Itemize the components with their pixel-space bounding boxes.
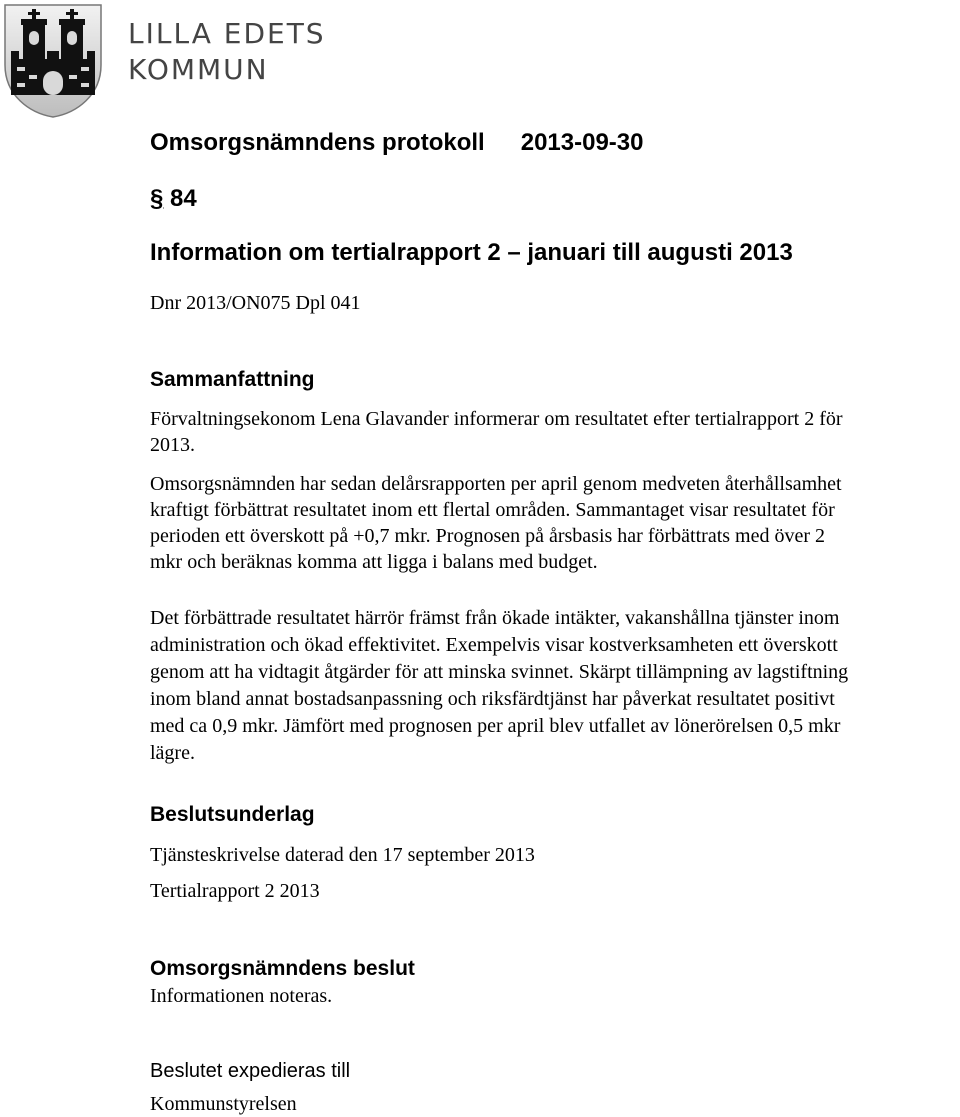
text-line: kraftigt förbättrat resultatet inom ett flertal områden. Sammantaget visar resultatet för — [150, 499, 835, 521]
dispatch-heading: Beslutet expedieras till — [150, 1060, 351, 1082]
text-line: administration och ökad effektivitet. Exempelvis visar kostverksamheten ett överskott — [150, 634, 838, 656]
text-line: inom bland annat bostadsanpassning och riksfärdtjänst har påverkat resultatet positivt — [150, 688, 835, 710]
document-title: Information om tertialrapport 2 – januari till augusti 2013 — [150, 239, 793, 266]
basis-item-2: Tertialrapport 2 2013 — [150, 880, 320, 902]
protocol-date: 2013-09-30 — [520, 129, 644, 156]
text-line: mkr och beräknas komma att ligga i balans med budget. — [150, 551, 598, 573]
summary-paragraph-3 — [150, 605, 848, 767]
text-line: Förvaltningsekonom Lena Glavander informerar om resultatet efter tertialrapport 2 för — [150, 408, 843, 430]
summary-paragraph-2 — [150, 471, 842, 575]
org-line-2: KOMMUN — [128, 53, 269, 86]
text-line: genom att ha vidtagit åtgärder för att minska svinnet. Skärpt tillämpning av lagstiftning — [150, 661, 849, 683]
text-line: 2013. — [150, 434, 195, 456]
summary-heading: Sammanfattning — [150, 368, 315, 391]
text-line: med ca 0,9 mkr. Jämfört med prognosen per april blev utfallet av lönerörelsen 0,5 mkr — [150, 715, 841, 737]
decision-text: Informationen noteras. — [150, 985, 333, 1007]
diary-number: Dnr 2013/ON075 Dpl 041 — [150, 292, 361, 314]
basis-item-1: Tjänsteskrivelse daterad den 17 september 2013 — [150, 844, 535, 866]
municipality-name — [128, 16, 326, 88]
protocol-title: Omsorgsnämndens protokoll — [150, 129, 485, 156]
text-line: perioden ett överskott på +0,7 mkr. Prognosen på årsbasis har förbättrats med över 2 — [150, 525, 825, 547]
text-line: Det förbättrade resultatet härrör främst från ökade intäkter, vakanshållna tjänster inom — [150, 607, 840, 629]
basis-heading: Beslutsunderlag — [150, 803, 315, 826]
paragraph-value: 84 — [170, 185, 197, 212]
decision-heading: Omsorgsnämndens beslut — [150, 957, 415, 980]
text-line: Omsorgsnämnden har sedan delårsrapporten per april genom medveten återhållsamhet — [150, 473, 842, 495]
text-line: lägre. — [150, 742, 195, 764]
paragraph-number — [150, 184, 197, 214]
protocol-header — [150, 128, 643, 158]
paragraph-sign: § — [150, 185, 164, 212]
dispatch-recipient: Kommunstyrelsen — [150, 1093, 297, 1115]
coat-of-arms-icon — [3, 3, 103, 119]
summary-paragraph-1 — [150, 406, 843, 458]
org-line-1: LILLA EDETS — [128, 17, 326, 50]
